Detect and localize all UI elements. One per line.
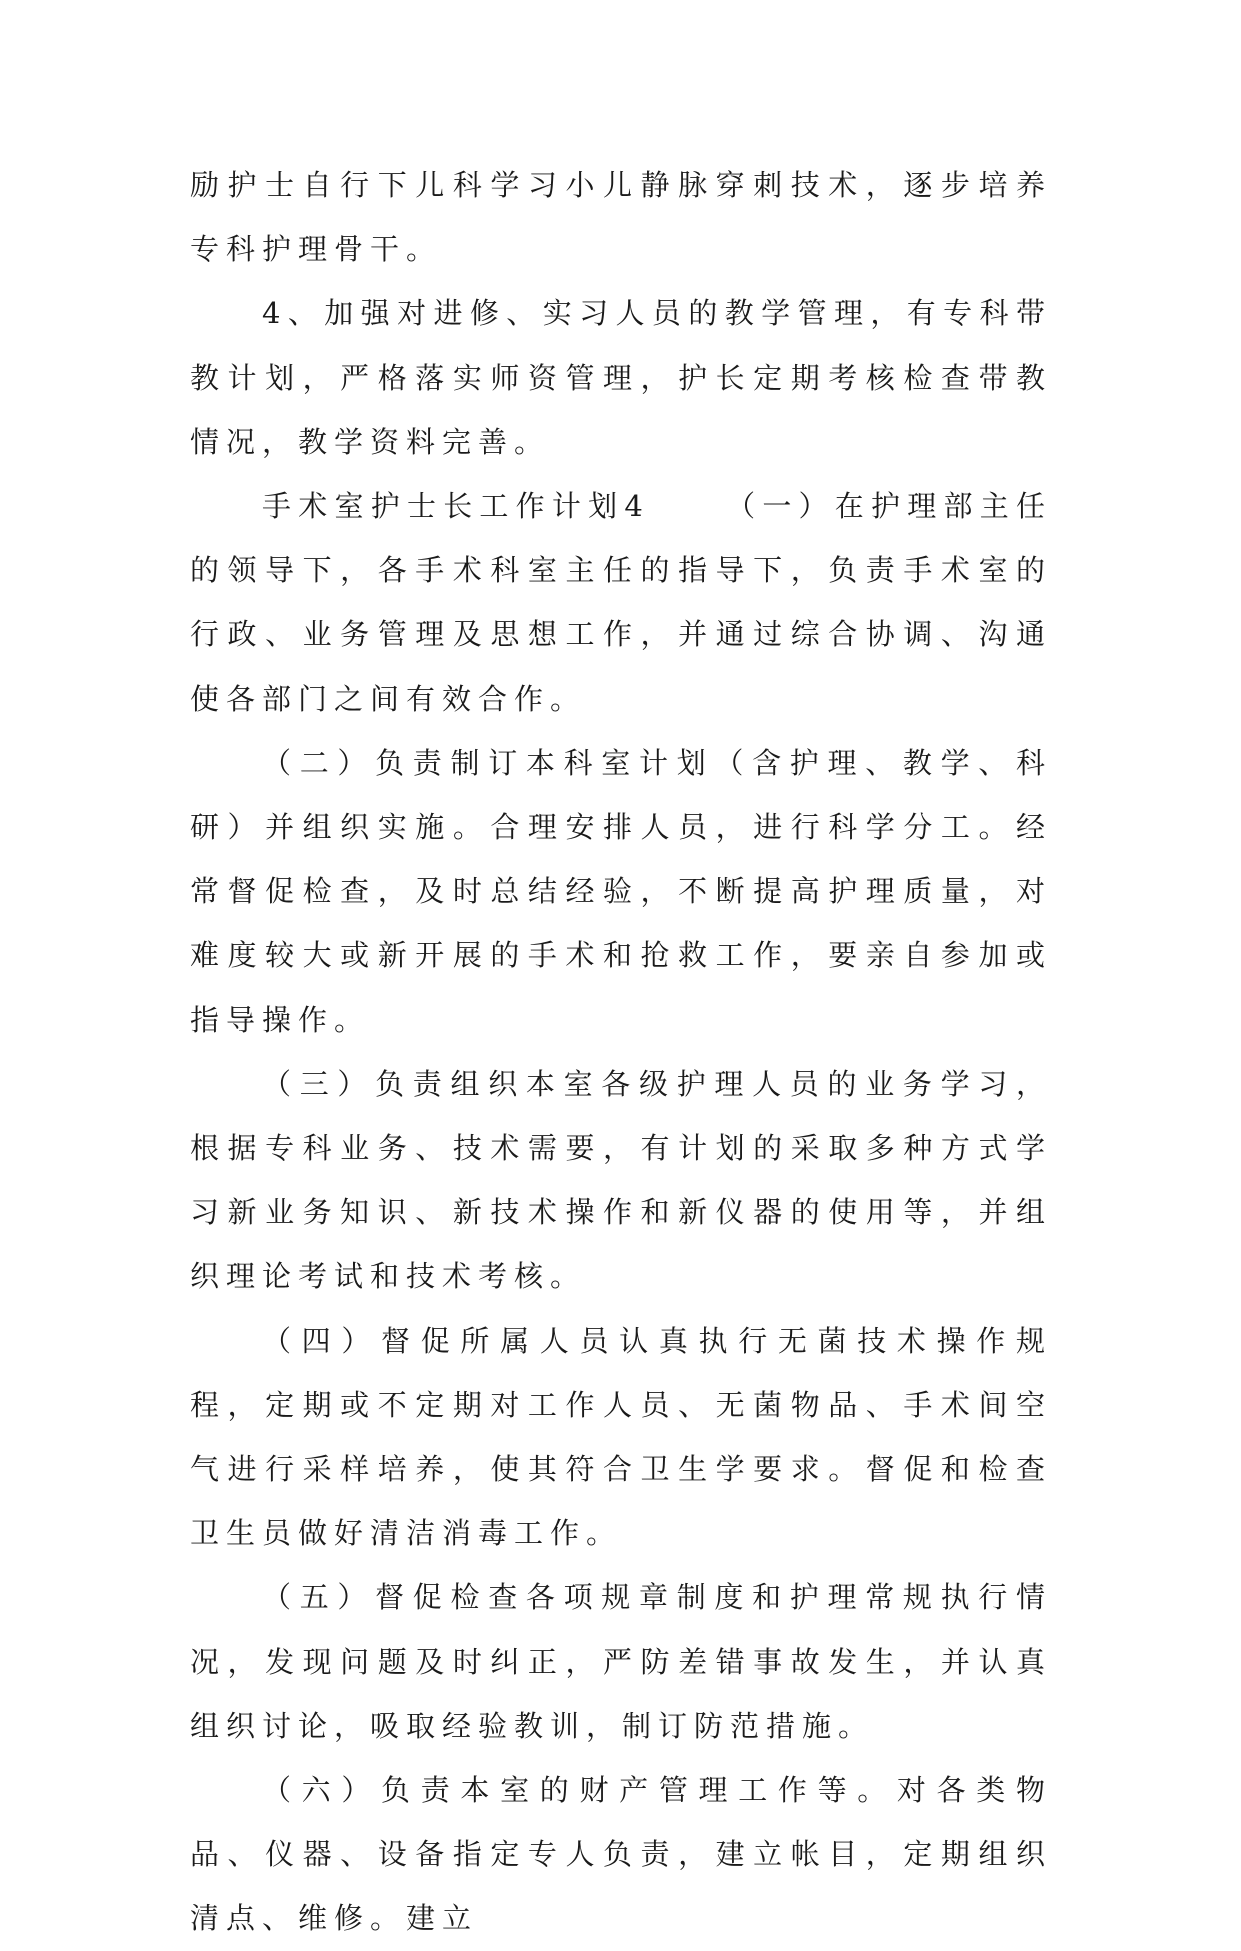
paragraph-1: 励护士自行下儿科学习小儿静脉穿刺技术，逐步培养专科护理骨干。 xyxy=(190,168,1052,267)
document-body xyxy=(190,153,1052,1951)
paragraph-7: （五）督促检查各项规章制度和护理常规执行情况，发现问题及时纠正，严防差错事故发生，并认真组织讨论，吸取经验教训，制订防范措施。 xyxy=(190,1580,1052,1743)
paragraph-3: 手术室护士长工作计划4 （一）在护理部主任的领导下，各手术科室主任的指导下，负责手术室的行政、业务管理及思想工作，并通过综合协调、沟通使各部门之间有效合作。 xyxy=(190,489,1052,716)
paragraph-5: （三）负责组织本室各级护理人员的业务学习，根据专科业务、技术需要，有计划的采取多种方式学习新业务知识、新技术操作和新仪器的使用等，并组织理论考试和技术考核。 xyxy=(190,1066,1052,1294)
paragraph-6: （四）督促所属人员认真执行无菌技术操作规程，定期或不定期对工作人员、无菌物品、手术间空气进行采样培养，使其符合卫生学要求。督促和检查卫生员做好清洁消毒工作。 xyxy=(190,1323,1052,1551)
paragraph-4: （二）负责制订本科室计划（含护理、教学、科研）并组织实施。合理安排人员，进行科学分工。经常督促检查，及时总结经验，不断提高护理质量，对难度较大或新开展的手术和抢救工作，要亲自参加或指导操作。 xyxy=(190,745,1052,1037)
paragraph-2: 4、加强对进修、实习人员的教学管理，有专科带教计划，严格落实师资管理，护长定期考核检查带教情况，教学资料完善。 xyxy=(190,296,1052,459)
section-heading: 手术室护士长工作计划4 xyxy=(262,489,650,524)
paragraph-8: （六）负责本室的财产管理工作等。对各类物品、仪器、设备指定专人负责，建立帐目，定期组织清点、维修。建立 xyxy=(190,1773,1052,1936)
